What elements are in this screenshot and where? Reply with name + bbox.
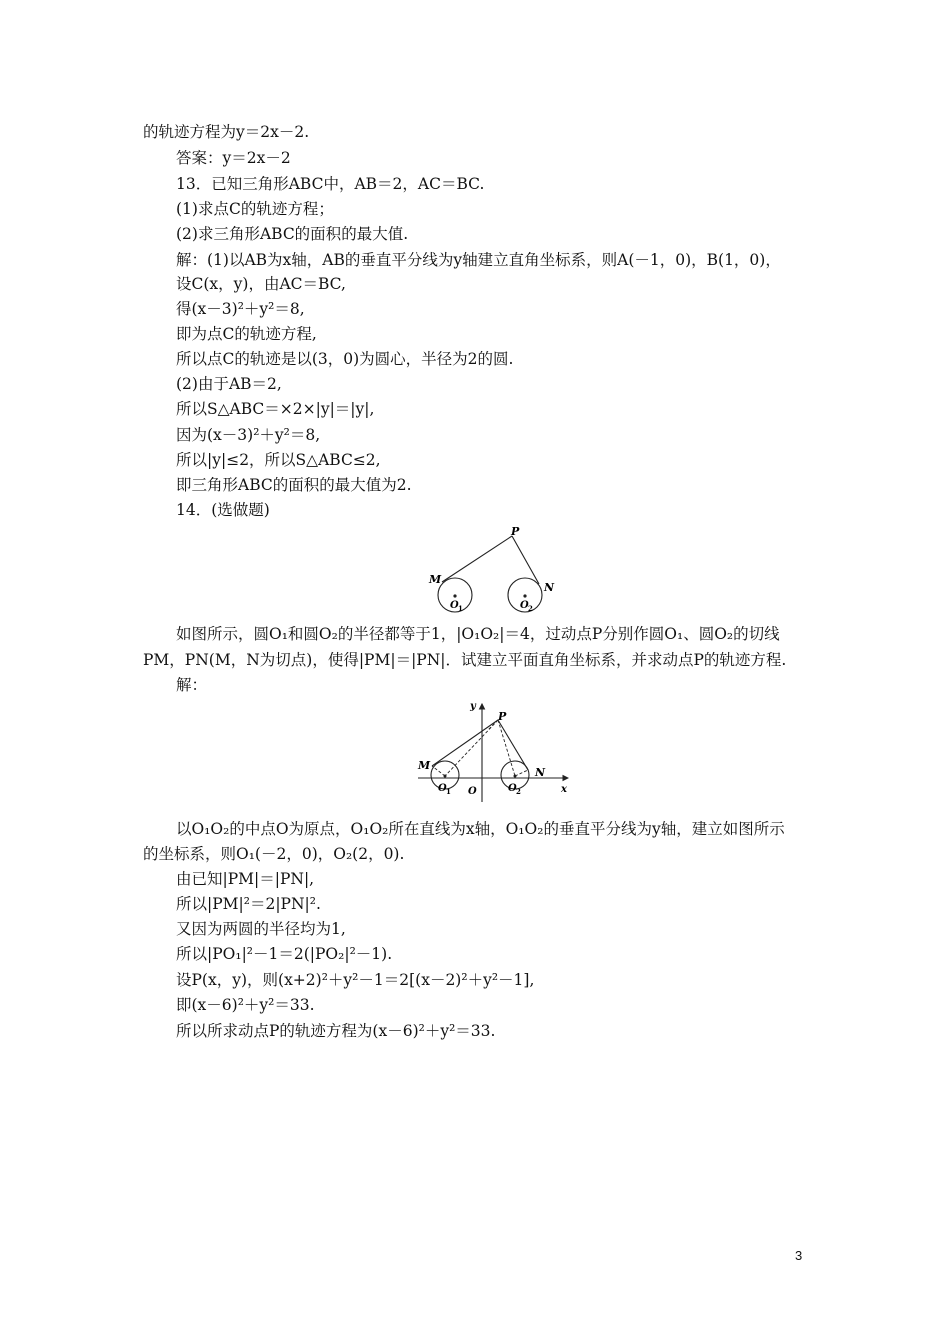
text-line-3: 13．已知三角形ABC中，AB＝2，AC＝BC. [176, 175, 485, 193]
text-line-2: 答案：y＝2x－2 [176, 149, 291, 167]
label-o2-sub: 2 [528, 604, 533, 613]
tangent-pm [432, 720, 498, 766]
label-p: P [511, 525, 520, 538]
label-x-axis: x [561, 784, 567, 795]
center-o2-dot [523, 594, 526, 597]
center-o1-dot [444, 775, 447, 778]
label-m: M [418, 759, 431, 772]
figure-circles-tangent [420, 522, 560, 622]
label-n: N [535, 766, 546, 779]
label-o1: O [438, 783, 447, 794]
text-line-14: 所以|y|≤2，所以S△ABC≤2, [176, 451, 381, 469]
text-line-27: 即(x－6)²＋y²＝33. [176, 996, 315, 1014]
label-o2: O [508, 783, 517, 794]
tangent-pm [442, 536, 512, 582]
label-o1-sub: 1 [446, 787, 451, 796]
label-o1-sub: 1 [458, 604, 463, 613]
text-line-25: 所以|PO₁|²－1＝2(|PO₂|²－1). [176, 945, 393, 963]
label-o2: O [520, 600, 529, 611]
text-line-4: (1)求点C的轨迹方程； [176, 200, 334, 218]
label-y-axis: y [470, 701, 476, 712]
text-line-13: 因为(x－3)²＋y²＝8, [176, 426, 321, 444]
dashed-o2n [515, 770, 528, 776]
dashed-p-mid [488, 720, 498, 730]
figure-coordinate-system [410, 696, 575, 810]
text-line-12: 所以S△ABC＝×2×|y|＝|y|, [176, 400, 375, 418]
label-p: P [498, 710, 507, 723]
text-line-22: 由已知|PM|＝|PN|, [176, 870, 315, 888]
text-line-6: 解：(1)以AB为x轴，AB的垂直平分线为y轴建立直角坐标系，则A(－1，0)，B(1，0)， [176, 251, 781, 269]
label-m: M [429, 573, 442, 586]
text-line-7: 设C(x，y)，由AC＝BC, [176, 275, 346, 293]
text-line-15: 即三角形ABC的面积的最大值为2. [176, 476, 412, 494]
text-line-8: 得(x－3)²＋y²＝8, [176, 300, 305, 318]
tangent-pn [512, 536, 539, 584]
text-line-24: 又因为两圆的半径均为1, [176, 920, 346, 938]
tangent-pn [498, 720, 528, 770]
text-line-21: 的坐标系，则O₁(－2，0)，O₂(2，0). [143, 845, 405, 863]
text-line-23: 所以|PM|²＝2|PN|². [176, 895, 321, 913]
page-number: 3 [795, 1248, 803, 1263]
text-line-20: 以O₁O₂的中点O为原点，O₁O₂所在直线为x轴，O₁O₂的垂直平分线为y轴，建立如图所示 [176, 820, 785, 838]
text-line-19: 解： [176, 676, 208, 694]
center-o1-dot [453, 594, 456, 597]
label-o1: O [450, 600, 459, 611]
text-line-18: PM，PN(M，N为切点)，使得|PM|＝|PN|．试建立平面直角坐标系，并求动点P的轨迹方程. [143, 651, 787, 669]
label-n: N [544, 581, 555, 594]
text-line-1: 的轨迹方程为y＝2x－2. [143, 123, 310, 141]
dashed-po2 [498, 720, 515, 776]
text-line-5: (2)求三角形ABC的面积的最大值. [176, 225, 409, 243]
text-line-11: (2)由于AB＝2, [176, 375, 282, 393]
text-line-10: 所以点C的轨迹是以(3，0)为圆心，半径为2的圆. [176, 350, 514, 368]
label-o2-sub: 2 [516, 787, 521, 796]
text-line-17: 如图所示，圆O₁和圆O₂的半径都等于1，|O₁O₂|＝4，过动点P分别作圆O₁、圆O₂的切线 [176, 625, 780, 643]
text-line-16: 14．(选做题) [176, 501, 270, 519]
text-line-9: 即为点C的轨迹方程, [176, 325, 317, 343]
center-o2-dot [514, 775, 517, 778]
text-line-26: 设P(x，y)，则(x+2)²＋y²－1＝2[(x－2)²＋y²－1], [176, 971, 535, 989]
label-origin: O [468, 786, 477, 797]
text-line-28: 所以所求动点P的轨迹方程为(x－6)²＋y²＝33. [176, 1022, 496, 1040]
dashed-o1m [432, 766, 445, 776]
